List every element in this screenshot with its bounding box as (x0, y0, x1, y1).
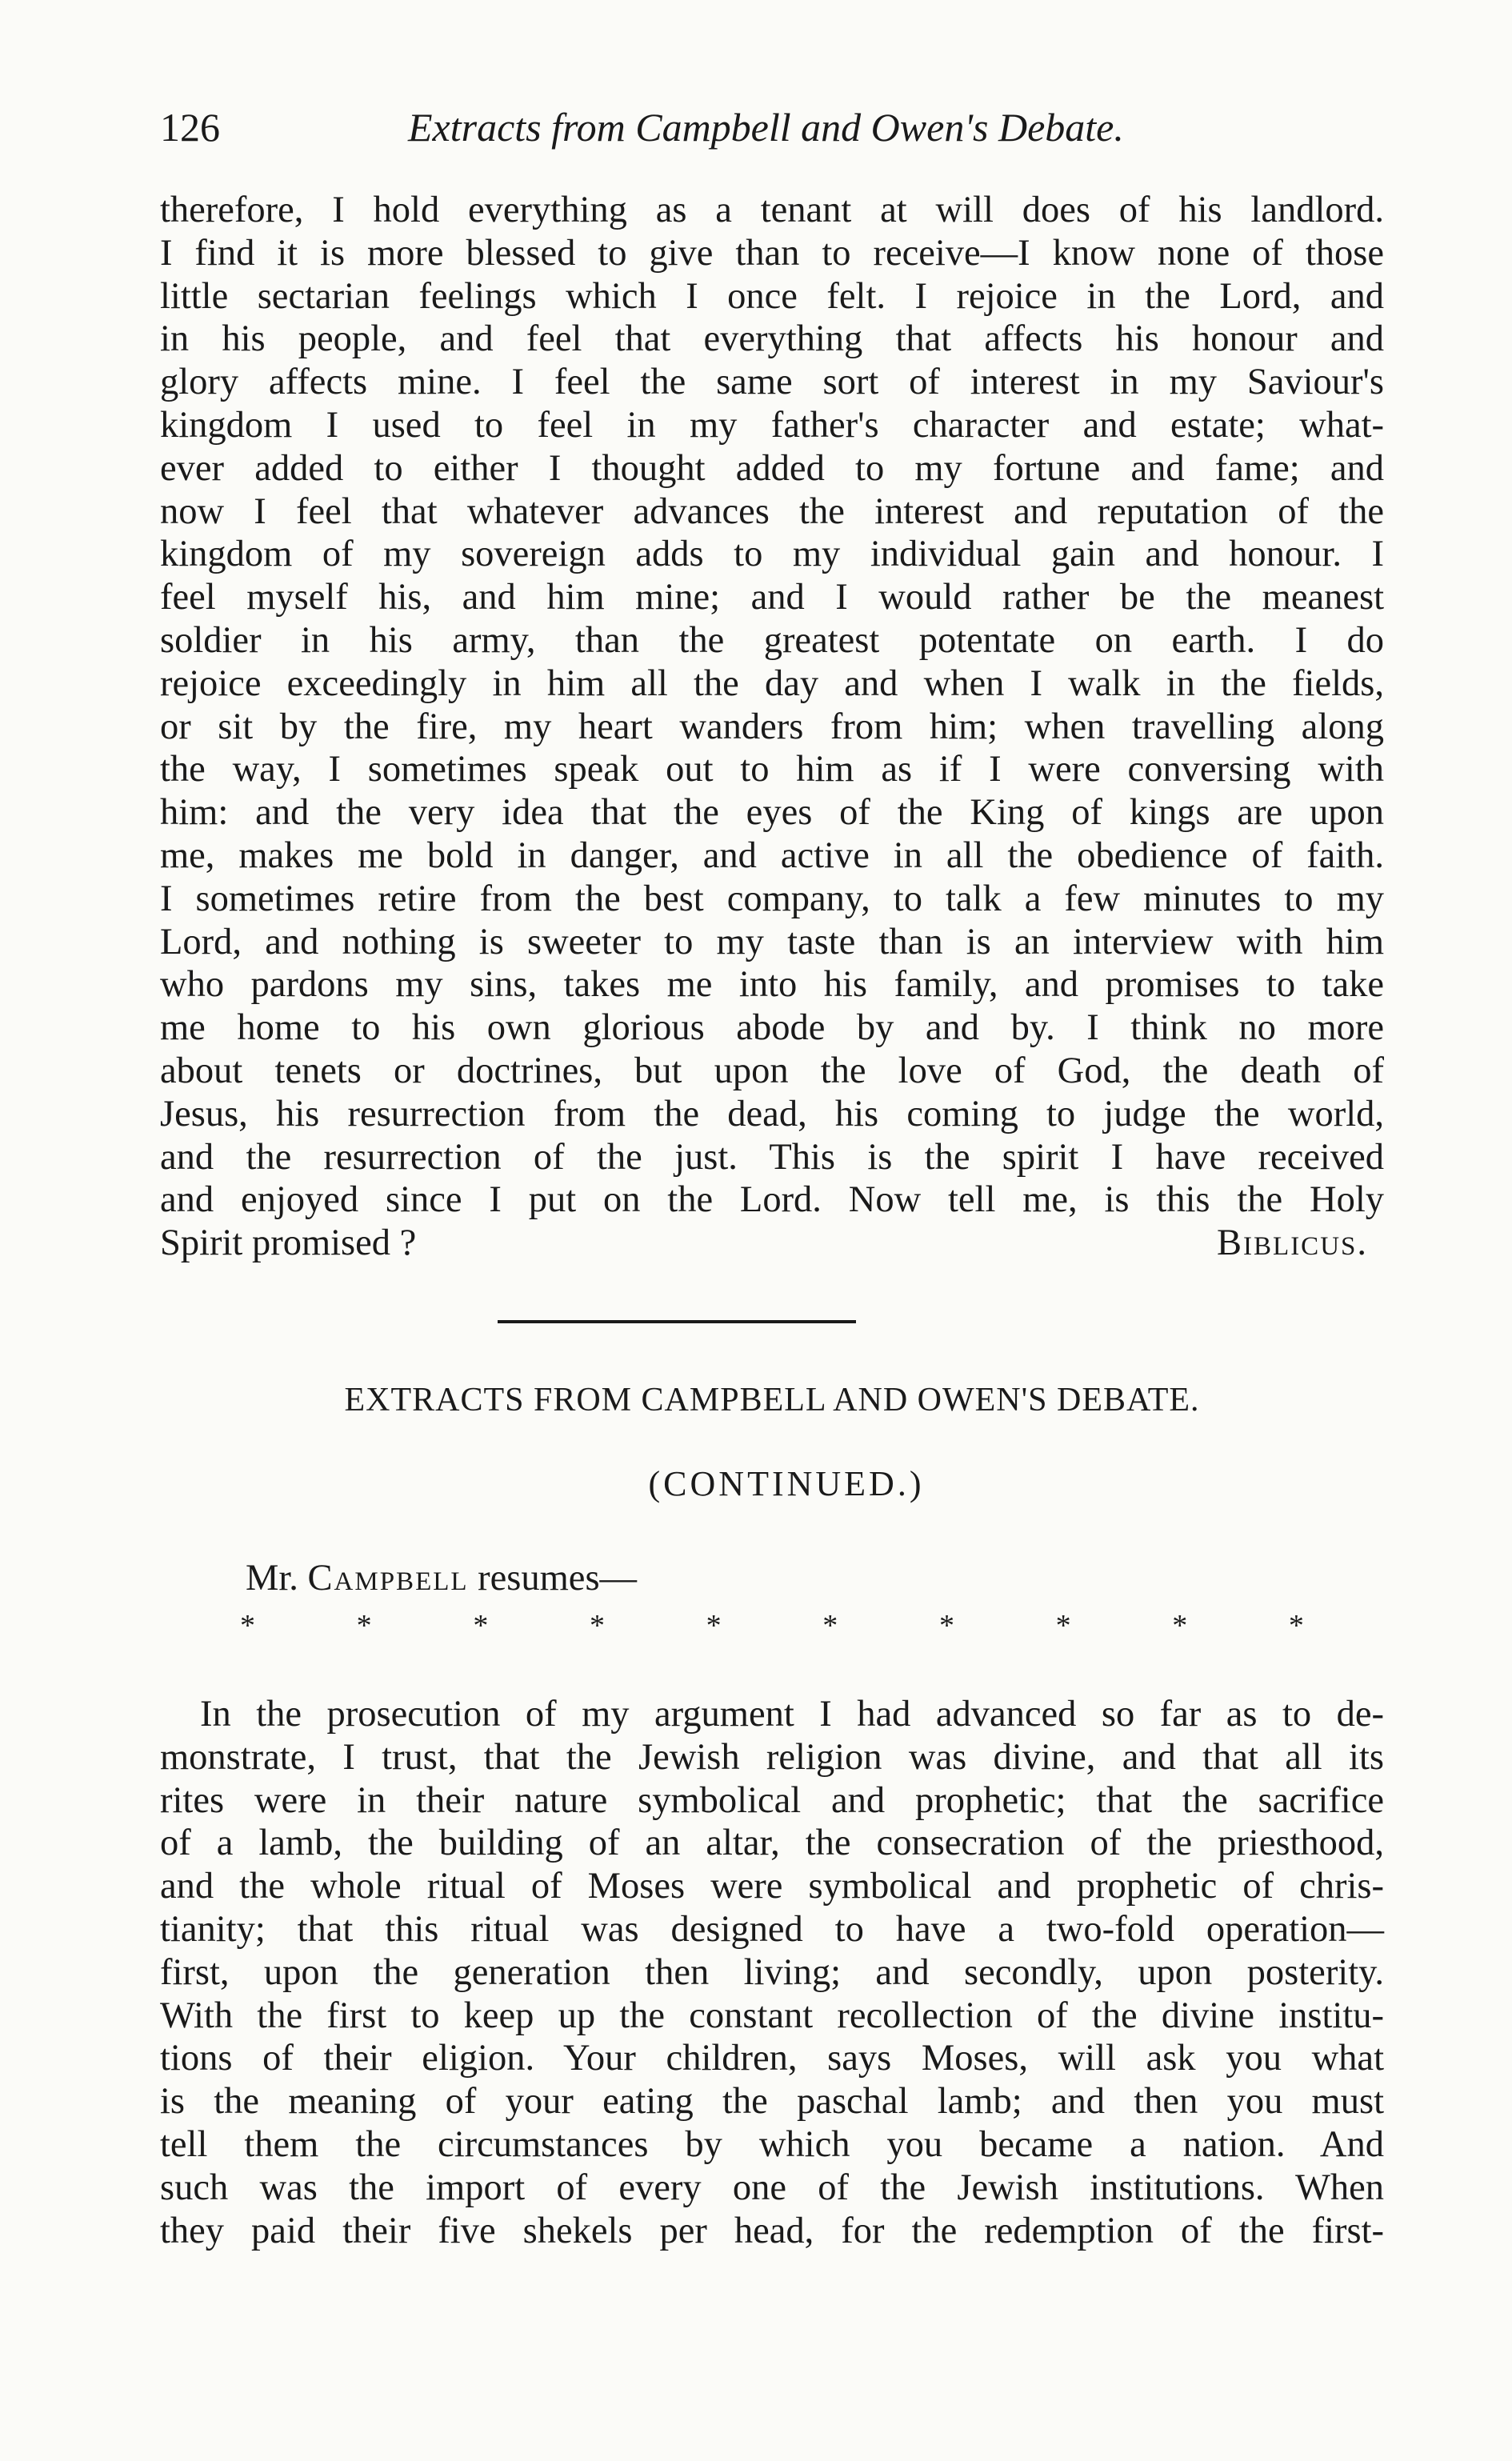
closing-line (160, 1222, 1384, 1265)
text-line: is the meaning of your eating the paschal lamb; and then you must (160, 2081, 1384, 2123)
speaker-suffix: resumes— (468, 1558, 638, 1599)
speaker-name: Campbell (307, 1558, 469, 1599)
text-line: rites were in their nature symbolical and prophetic; that the sacrifice (160, 1779, 1384, 1821)
asterisk: * (822, 1609, 838, 1643)
text-line: Spirit promised ? (160, 1222, 417, 1264)
text-line: I sometimes retire from the best company, to talk a few minutes to my (160, 878, 1384, 919)
asterisk: * (589, 1609, 605, 1643)
text-line: who pardons my sins, takes me into his family, and promises to take (160, 964, 1384, 1006)
section-title: EXTRACTS FROM CAMPBELL AND OWEN'S DEBATE. (344, 1382, 1200, 1419)
text-line: Jesus, his resurrection from the dead, his coming to judge the world, (160, 1093, 1384, 1134)
running-head: Extracts from Campbell and Owen's Debate. (408, 105, 1124, 150)
text-line: in his people, and feel that everything that affects his honour and (160, 318, 1384, 360)
text-line: In the prosecution of my argument I had advanced so far as to de- (200, 1694, 1384, 1735)
debate-text (160, 1693, 1384, 2252)
asterisk: * (473, 1609, 489, 1643)
text-line: now I feel that whatever advances the interest and reputation of the (160, 490, 1384, 532)
text-line: they paid their five shekels per head, for the redemption of the first- (160, 2210, 1384, 2251)
text-line: tions of their eligion. Your children, says Moses, will ask you what (160, 2038, 1384, 2079)
asterisk: * (1172, 1609, 1188, 1643)
section-divider (498, 1320, 856, 1323)
asterisk: * (938, 1609, 954, 1643)
text-line: the way, I sometimes speak out to him as if I were conversing with (160, 749, 1384, 790)
text-line: him: and the very idea that the eyes of the King of kings are upon (160, 792, 1384, 834)
asterisk: * (356, 1609, 372, 1643)
text-line: soldier in his army, than the greatest potentate on earth. I do (160, 619, 1384, 661)
text-line: tianity; that this ritual was designed to have a two-fold operation— (160, 1908, 1384, 1950)
text-line: therefore, I hold everything as a tenant at will does of his landlord. (160, 190, 1384, 230)
asterisk: * (240, 1609, 255, 1643)
text-line: me, makes me bold in danger, and active in all the obedience of faith. (160, 834, 1384, 876)
speaker-prefix: Mr. (246, 1558, 308, 1599)
text-line: kingdom of my sovereign adds to my individual gain and honour. I (160, 534, 1384, 575)
text-line: feel myself his, and him mine; and I would rather be the meanest (160, 577, 1384, 618)
text-line: or sit by the fire, my heart wanders from him; when travelling along (160, 706, 1384, 747)
text-line: With the first to keep up the constant recollection of the divine institu- (160, 1995, 1384, 2036)
text-line: little sectarian feelings which I once felt. I rejoice in the Lord, and (160, 275, 1384, 317)
text-line: and the whole ritual of Moses were symbolical and prophetic of chris- (160, 1866, 1384, 1907)
text-line: about tenets or doctrines, but upon the love of God, the death of (160, 1050, 1384, 1091)
text-line: rejoice exceedingly in him all the day and when I walk in the fields, (160, 662, 1384, 704)
text-line: glory affects mine. I feel the same sort of interest in my Saviour's (160, 362, 1384, 403)
asterisk: * (706, 1609, 722, 1643)
text-line: such was the import of every one of the Jewish institutions. When (160, 2167, 1384, 2208)
continued-label: (CONTINUED.) (648, 1464, 925, 1503)
asterisk: * (1288, 1609, 1304, 1643)
letter-text (160, 189, 1384, 1265)
asterisk-row (240, 1608, 1304, 1643)
text-line: and enjoyed since I put on the Lord. Now tell me, is this the Holy (160, 1179, 1384, 1221)
text-line: first, upon the generation then living; and secondly, upon posterity. (160, 1951, 1384, 1993)
page-header (160, 104, 1384, 160)
page-number: 126 (160, 105, 220, 150)
speaker-line (246, 1557, 637, 1599)
text-line: kingdom I used to feel in my father's character and estate; what- (160, 404, 1384, 446)
text-line: of a lamb, the building of an altar, the consecration of the priesthood, (160, 1823, 1384, 1864)
asterisk: * (1055, 1609, 1071, 1643)
author-signature: Biblicus. (1217, 1222, 1368, 1264)
text-line: I find it is more blessed to give than to receive—I know none of those (160, 232, 1384, 274)
text-line: and the resurrection of the just. This is the spirit I have received (160, 1136, 1384, 1178)
text-line: me home to his own glorious abode by and by. I think no more (160, 1007, 1384, 1049)
text-line: tell them the circumstances by which you became a nation. And (160, 2123, 1384, 2165)
text-line: ever added to either I thought added to my fortune and fame; and (160, 447, 1384, 489)
text-line: Lord, and nothing is sweeter to my taste than is an interview with him (160, 921, 1384, 962)
text-line: monstrate, I trust, that the Jewish religion was divine, and that all its (160, 1736, 1384, 1778)
